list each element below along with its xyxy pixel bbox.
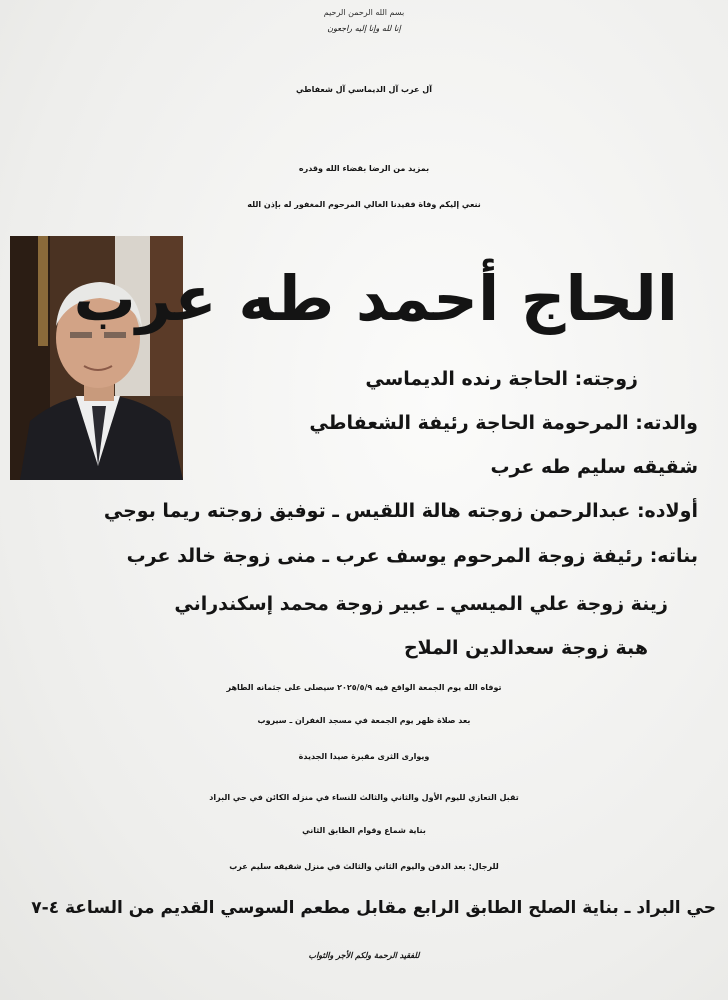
subtitle-line-1: بمزيد من الرضا بقضاء الله وقدره <box>298 164 430 173</box>
men-condolences-line-2: حي البراد ـ بناية الصلح الطابق الرابع مقابل مطعم السوسي القديم من الساعة ٤-٧ <box>31 898 716 918</box>
relative-brother: شقيقه سليم طه عرب <box>490 456 698 478</box>
closing-phrase: للفقيد الرحمة ولكم الأجر والثواب <box>308 950 420 960</box>
relative-wife: زوجته: الحاجة رنده الديماسي <box>365 368 638 390</box>
quran-verse: إنا لله وإنا إليه راجعون <box>327 24 401 33</box>
relative-daughters-line-2: زينة زوجة علي الميسي ـ عبير زوجة محمد إسكندراني <box>174 593 668 615</box>
family-names-heading: آل عرب آل الديماسي آل شعفاطي <box>296 85 432 94</box>
burial-line: ويوارى الثرى مقبرة صيدا الجديدة <box>298 752 430 761</box>
deceased-name: الحاج أحمد طه عرب <box>73 262 678 335</box>
men-condolences-line-1: للرجال: بعد الدفن واليوم الثاني والثالث في منزل شقيقه سليم عرب <box>229 862 499 871</box>
relative-sons: أولاده: عبدالرحمن زوجته هالة اللقيس ـ توفيق زوجته ريما بوجي <box>103 500 698 522</box>
subtitle-line-2: ننعي إليكم وفاة فقيدنا الغالي المرحوم المغفور له بإذن الله <box>247 200 481 209</box>
relative-daughters-line-3: هبة زوجة سعدالدين الملاح <box>403 637 648 659</box>
basmala: بسم الله الرحمن الرحيم <box>323 8 405 17</box>
condolences-line-1: تقبل التعازي لليوم الأول والثاني والثالث للنساء في منزله الكائن في حي البراد <box>209 793 519 802</box>
condolences-line-2: بناية شماع وقوام الطابق الثاني <box>302 826 426 835</box>
death-date-line: توفاه الله يوم الجمعة الواقع فيه ٢٠٢٥/٥/٩ سيصلى على جثمانه الطاهر <box>226 683 502 692</box>
funeral-prayer-line: بعد صلاة ظهر يوم الجمعة في مسجد الغفران ـ سيروب <box>257 716 471 725</box>
relative-mother: والدته: المرحومة الحاجة رئيفة الشعفاطي <box>309 412 698 434</box>
relative-daughters-line-1: بناته: رئيفة زوجة المرحوم يوسف عرب ـ منى زوجة خالد عرب <box>126 545 698 567</box>
